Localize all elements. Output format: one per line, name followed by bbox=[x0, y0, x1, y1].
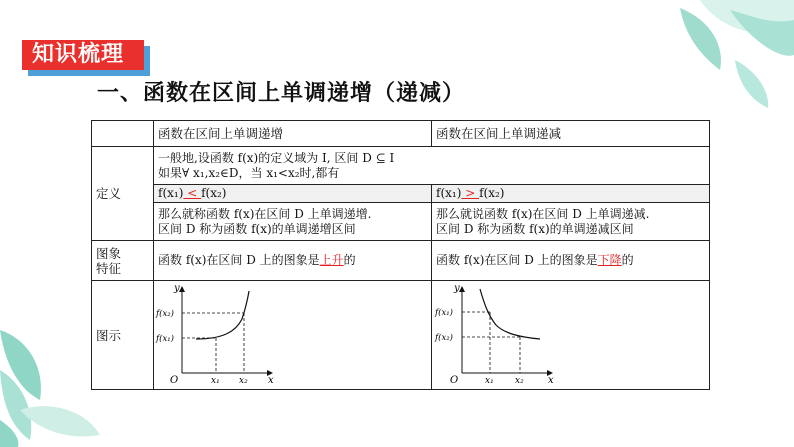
fx1-label: f(x₁) bbox=[156, 334, 174, 344]
x1-label: x₁ bbox=[485, 376, 494, 385]
feature-label-1: 图象 bbox=[96, 245, 122, 261]
feature-row bbox=[92, 241, 710, 281]
conclusion-increasing bbox=[154, 203, 432, 241]
definition-line-1: 一般地,设函数 f(x)的定义域为 I, 区间 D ⊆ I bbox=[158, 150, 395, 165]
x2-label: x₂ bbox=[239, 376, 248, 385]
definition-label: 定义 bbox=[92, 147, 154, 241]
origin-label: O bbox=[450, 375, 459, 385]
definition-row-1 bbox=[92, 147, 710, 185]
cond-inc-relation: < bbox=[183, 186, 202, 200]
cond-inc-left: f(x₁) bbox=[158, 186, 184, 200]
x-axis-label: x bbox=[268, 375, 274, 385]
diagram-label: 图示 bbox=[92, 281, 154, 390]
conclusion-row bbox=[92, 203, 710, 241]
feat-inc-text: 函数 f(x)在区间 D 上的图象是 bbox=[158, 253, 320, 267]
definition-common bbox=[154, 147, 710, 185]
feat-dec-text: 函数 f(x)在区间 D 上的图象是 bbox=[436, 253, 598, 267]
y-axis-label: y bbox=[454, 283, 460, 294]
dec-line-1: 那么就说函数 f(x)在区间 D 上单调递减. bbox=[436, 206, 650, 221]
y-axis-label: y bbox=[174, 283, 180, 294]
feature-decreasing bbox=[432, 241, 710, 281]
inc-line-1: 那么就称函数 f(x)在区间 D 上单调递增. bbox=[158, 206, 372, 221]
x1-label: x₁ bbox=[211, 376, 220, 385]
inc-line-2: 区间 D 称为函数 f(x)的单调递增区间 bbox=[158, 221, 356, 236]
condition-increasing bbox=[154, 185, 432, 203]
feature-increasing bbox=[154, 241, 432, 281]
header-empty-cell bbox=[92, 121, 154, 147]
header-decreasing: 函数在区间上单调递减 bbox=[432, 121, 710, 147]
diagram-decreasing-cell bbox=[432, 281, 710, 390]
fx2-label: f(x₂) bbox=[435, 333, 453, 343]
diagram-row bbox=[92, 281, 710, 390]
feat-dec-key: 下降 bbox=[597, 253, 622, 267]
cond-dec-left: f(x₁) bbox=[436, 186, 462, 200]
feat-dec-end: 的 bbox=[621, 253, 634, 267]
feat-inc-end: 的 bbox=[343, 253, 356, 267]
page-heading: 一、函数在区间上单调递增（递减） bbox=[97, 81, 466, 106]
fx1-label: f(x₁) bbox=[435, 308, 453, 318]
conclusion-decreasing bbox=[432, 203, 710, 241]
definition-line-2: 如果∀ x₁,x₂∈D，当 x₁<x₂时,都有 bbox=[158, 165, 340, 180]
diagram-increasing-cell bbox=[154, 281, 432, 390]
cond-dec-right: f(x₂) bbox=[479, 186, 505, 200]
feature-label bbox=[92, 241, 154, 281]
dec-line-2: 区间 D 称为函数 f(x)的单调递减区间 bbox=[436, 221, 634, 236]
graph-increasing bbox=[154, 281, 432, 385]
table-header-row bbox=[92, 121, 710, 147]
decreasing-curve bbox=[480, 289, 540, 339]
increasing-curve bbox=[196, 291, 249, 339]
x2-label: x₂ bbox=[515, 376, 524, 385]
section-badge bbox=[22, 40, 150, 74]
cond-dec-relation: > bbox=[461, 186, 480, 200]
leaf-decoration-top-right bbox=[640, 0, 794, 110]
graph-decreasing bbox=[432, 281, 710, 385]
monotonicity-table bbox=[91, 120, 710, 390]
x-axis-label: x bbox=[548, 375, 554, 385]
cond-inc-right: f(x₂) bbox=[201, 186, 227, 200]
condition-row bbox=[92, 185, 710, 203]
condition-decreasing bbox=[432, 185, 710, 203]
feat-inc-key: 上升 bbox=[319, 253, 344, 267]
feature-label-2: 特征 bbox=[96, 260, 122, 276]
origin-label: O bbox=[170, 375, 179, 385]
fx2-label: f(x₂) bbox=[156, 309, 174, 319]
header-increasing: 函数在区间上单调递增 bbox=[154, 121, 432, 147]
badge-text: 知识梳理 bbox=[32, 42, 125, 67]
